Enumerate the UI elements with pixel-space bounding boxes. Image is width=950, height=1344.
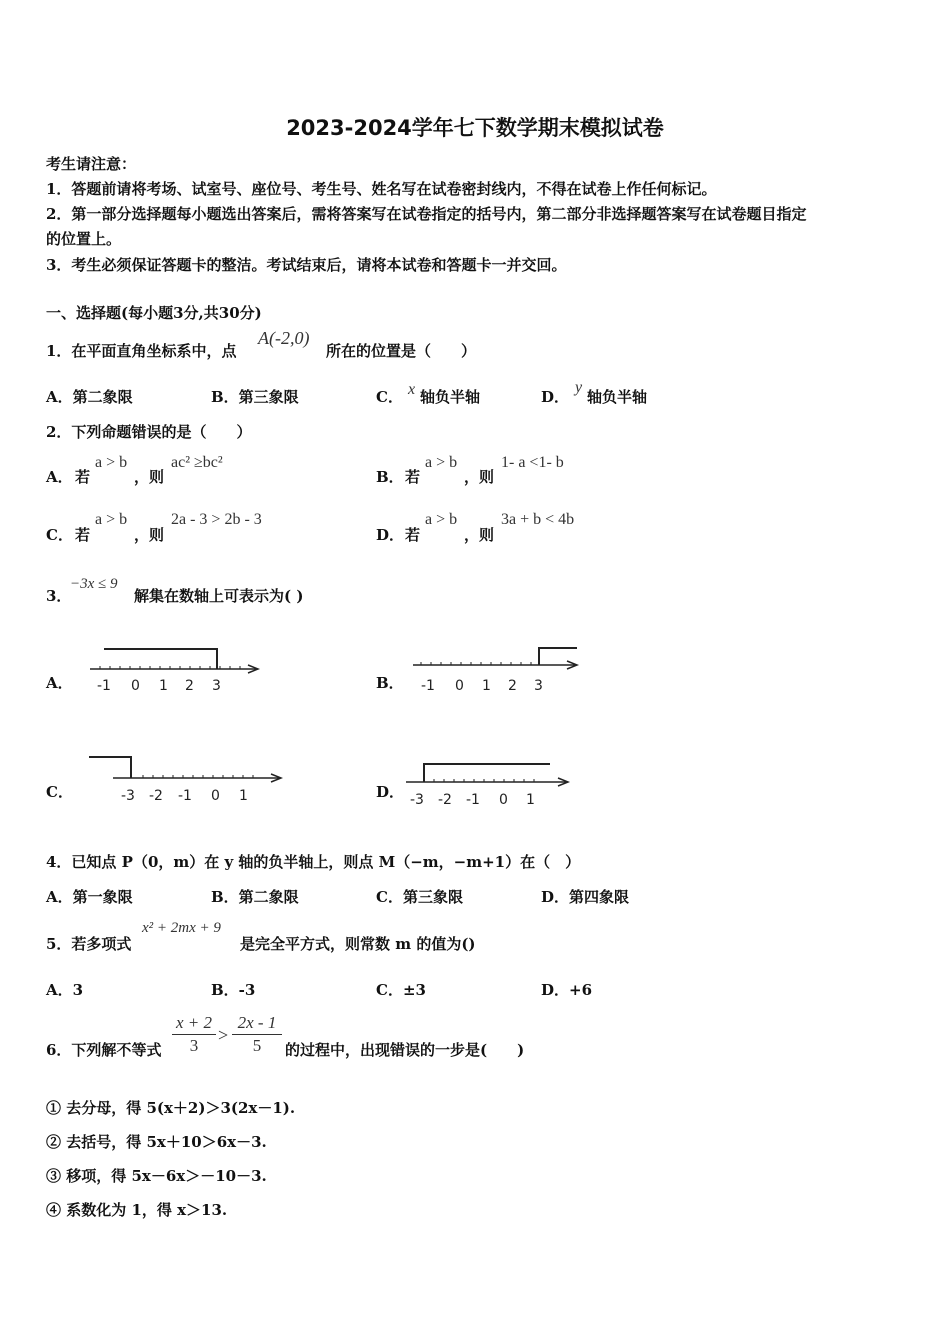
q6-step-3: ③ 移项，得 5x－6x＞－10－3. xyxy=(46,1167,267,1185)
q2-option-d-ze: ，则 xyxy=(464,526,495,544)
q2-option-c-label: C． xyxy=(46,526,73,544)
tick-label: 1 xyxy=(239,788,248,804)
q2-option-c-cond: a > b xyxy=(95,511,128,528)
q2-option-a-ruo: 若 xyxy=(75,468,91,486)
tick-label: 2 xyxy=(508,678,517,694)
tick-label: 1 xyxy=(482,678,491,694)
q2-option-a-result: ac² ≥bc² xyxy=(171,454,223,471)
tick-label: 2 xyxy=(185,678,194,694)
section-heading: 一、选择题(每小题3分,共30分) xyxy=(46,304,262,322)
notice-line-1: 1．答题前请将考场、试室号、座位号、考生号、姓名写在试卷密封线内，不得在试卷上作任何标记。 xyxy=(46,180,717,198)
tick-label: 1 xyxy=(159,678,168,694)
tick-label: 0 xyxy=(455,678,464,694)
notice-line-4: 3．考生必须保证答题卡的整洁。考试结束后，请将本试卷和答题卡一并交回。 xyxy=(46,256,567,274)
q1-option-d-label: D． xyxy=(541,388,570,406)
tick-label: 0 xyxy=(131,678,140,694)
q5-option-a: A．3 xyxy=(46,981,84,999)
q4-option-b: B．第二象限 xyxy=(211,888,299,906)
q1-option-b: B．第三象限 xyxy=(211,388,299,406)
tick-label: -1 xyxy=(178,788,192,804)
tick-label: -3 xyxy=(121,788,135,804)
q2-option-a-ze: ，则 xyxy=(134,468,165,486)
q3-option-a-label: A． xyxy=(46,674,73,692)
tick-label: -1 xyxy=(97,678,111,694)
tick-label: 0 xyxy=(211,788,220,804)
q2-option-d-cond: a > b xyxy=(425,511,458,528)
q3-num: 3． xyxy=(46,587,72,605)
q3-option-c-label: C． xyxy=(46,783,73,801)
fraction-bar xyxy=(172,1034,216,1035)
q3-option-d-number-line xyxy=(400,752,585,814)
q4-option-c: C．第三象限 xyxy=(376,888,463,906)
q2-option-d-result: 3a + b < 4b xyxy=(501,511,575,528)
q6-stem-pre: 6．下列解不等式 xyxy=(46,1041,162,1059)
tick-label: 3 xyxy=(212,678,221,694)
q3-option-d-label: D． xyxy=(376,783,405,801)
q6-fraction-left xyxy=(172,1013,216,1056)
q5-stem-pre: 5．若多项式 xyxy=(46,935,132,953)
q2-option-d-label: D． xyxy=(376,526,405,544)
q4-stem: 4．已知点 P（0，m）在 y 轴的负半轴上，则点 M（−m，−m+1）在（ ） xyxy=(46,853,581,871)
q5-option-d: D．+6 xyxy=(541,981,593,999)
q3-stem-post: 解集在数轴上可表示为( ) xyxy=(134,587,304,605)
q2-option-b-result: 1- a <1- b xyxy=(501,454,564,471)
q6-step-2: ② 去括号，得 5x＋10＞6x－3. xyxy=(46,1133,267,1151)
q5-math: x² + 2mx + 9 xyxy=(142,920,221,936)
q6-fraction-right-denominator: 5 xyxy=(252,1036,262,1055)
q5-option-c: C．±3 xyxy=(376,981,426,999)
q1-option-a: A．第二象限 xyxy=(46,388,133,406)
tick-label: -1 xyxy=(421,678,435,694)
fraction-bar xyxy=(232,1034,282,1035)
q4-option-d: D．第四象限 xyxy=(541,888,630,906)
tick-label: -3 xyxy=(410,792,424,808)
q2-option-a-label: A． xyxy=(46,468,73,486)
tick-label: -2 xyxy=(149,788,163,804)
q6-fraction-left-numerator: x + 2 xyxy=(175,1013,213,1032)
page-title: 2023-2024学年七下数学期末模拟试卷 xyxy=(286,116,664,140)
q1-stem-pre: 1．在平面直角坐标系中，点 xyxy=(46,342,237,360)
q3-math: −3x ≤ 9 xyxy=(70,576,118,592)
q3-option-b-number-line xyxy=(405,640,590,702)
q5-option-b: B．-3 xyxy=(211,981,256,999)
solution-bracket xyxy=(89,757,131,778)
notice-line-2: 2．第一部分选择题每小题选出答案后，需将答案写在试卷指定的括号内，第二部分非选择题答案写在试卷题目指定 xyxy=(46,205,807,223)
q1-option-c-math: x xyxy=(408,381,416,398)
q1-point-math: A(-2,0) xyxy=(258,328,310,348)
tick-label: 3 xyxy=(534,678,543,694)
q2-option-c-result: 2a - 3 > 2b - 3 xyxy=(171,511,262,528)
q1-option-c-text: 轴负半轴 xyxy=(420,388,481,406)
q2-option-c-ze: ，则 xyxy=(134,526,165,544)
q2-option-b-ruo: 若 xyxy=(405,468,421,486)
q2-option-b-label: B． xyxy=(376,468,404,486)
q6-fraction-right xyxy=(232,1013,282,1056)
q1-option-d-text: 轴负半轴 xyxy=(587,388,648,406)
q2-option-c-ruo: 若 xyxy=(75,526,91,544)
q6-step-4: ④ 系数化为 1，得 x＞13. xyxy=(46,1201,228,1219)
q4-option-a: A．第一象限 xyxy=(46,888,133,906)
tick-label: 0 xyxy=(499,792,508,808)
q6-stem-post: 的过程中，出现错误的一步是( ) xyxy=(285,1041,525,1059)
q3-option-b-label: B． xyxy=(376,674,404,692)
q2-stem: 2．下列命题错误的是（ ） xyxy=(46,423,252,441)
q1-option-d-math: y xyxy=(575,379,583,396)
q2-option-b-ze: ，则 xyxy=(464,468,495,486)
q3-option-a-number-line xyxy=(80,640,270,702)
q2-option-b-cond: a > b xyxy=(425,454,458,471)
q1-option-c-label: C． xyxy=(376,388,403,406)
q6-fraction-left-denominator: 3 xyxy=(189,1036,199,1055)
solution-bracket xyxy=(424,764,550,782)
tick-label: -2 xyxy=(438,792,452,808)
tick-label: 1 xyxy=(526,792,535,808)
q6-fraction-right-numerator: 2x - 1 xyxy=(237,1013,277,1032)
q5-stem-post: 是完全平方式，则常数 m 的值为() xyxy=(240,935,476,953)
q6-greater-than: > xyxy=(218,1025,229,1045)
q6-step-1: ① 去分母，得 5(x＋2)＞3(2x－1). xyxy=(46,1099,296,1117)
q1-stem-post: 所在的位置是（ ） xyxy=(326,342,477,360)
notice-line-3: 的位置上。 xyxy=(46,230,122,248)
q2-option-d-ruo: 若 xyxy=(405,526,421,544)
q2-option-a-cond: a > b xyxy=(95,454,128,471)
q3-option-c-number-line xyxy=(85,748,295,810)
tick-label: -1 xyxy=(466,792,480,808)
notice-heading: 考生请注意： xyxy=(46,155,137,173)
